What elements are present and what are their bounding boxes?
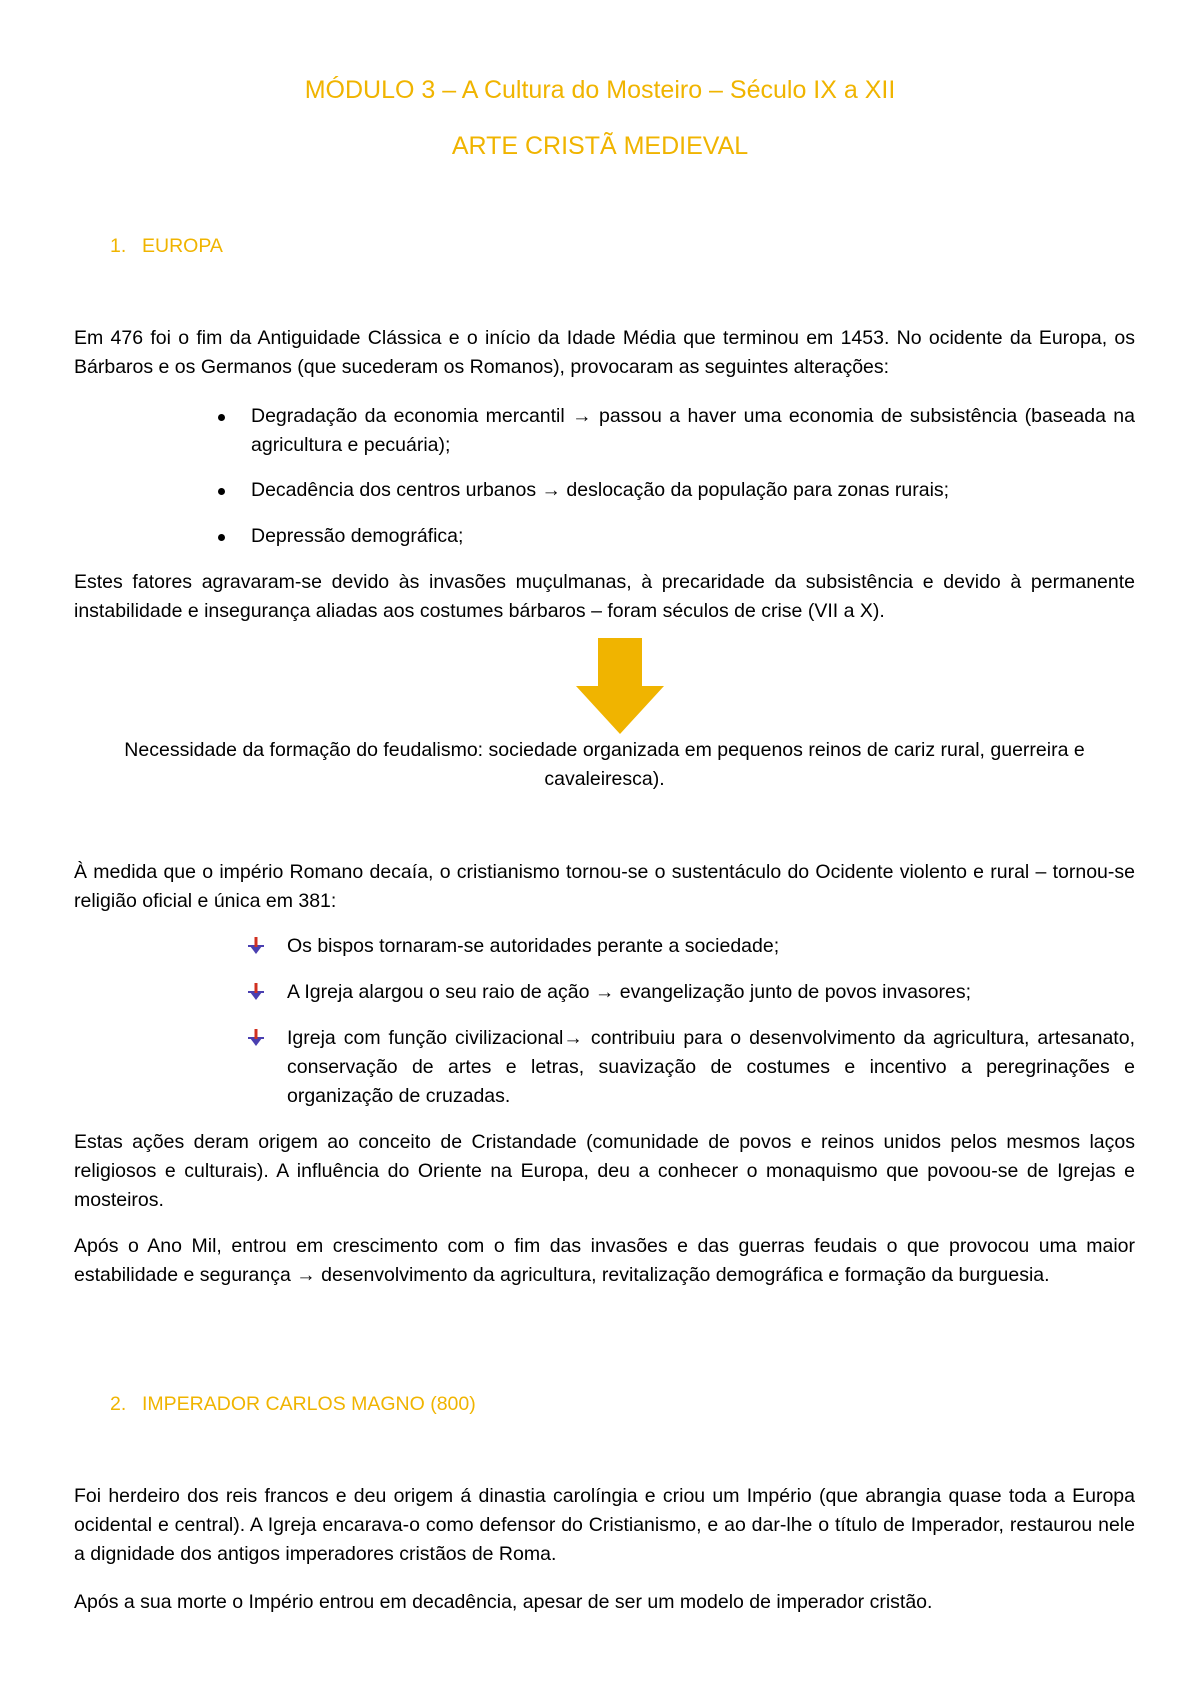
arrow-bullet-icon bbox=[246, 1028, 266, 1048]
section-1-paragraph-3: À medida que o império Romano decaía, o cristianismo tornou-se o sustentáculo do Ocidente violento e rural – tornou-se religião oficial e única em 381: bbox=[74, 861, 1135, 912]
list-item: Igreja com função civilizacional→ contribuiu para o desenvolvimento da agricultura, artesanato, conservação de artes e letras, suavização de costumes e incentivo a peregrinações e organização de cruzadas. bbox=[287, 1027, 1135, 1107]
section-2-paragraph-1: Foi herdeiro dos reis francos e deu origem á dinastia carolíngia e criou um Império (que abrangia quase toda a Europa ocidental e central). A Igreja encarava-o como defensor do Cristianismo, e ao dar-lhe o título de Imperador, restaurou nele a dignidade dos antigos imperadores cristãos de Roma. bbox=[74, 1485, 1135, 1565]
list-item: Depressão demográfica; bbox=[251, 525, 464, 547]
bullet-dot-icon bbox=[218, 488, 225, 495]
arrow-bullet-icon bbox=[246, 982, 266, 1002]
section-1-intro: Em 476 foi o fim da Antiguidade Clássica e o início da Idade Média que terminou em 1453. No ocidente da Europa, os Bárbaros e os Germanos (que sucederam os Romanos), provocaram as seguintes alterações: bbox=[74, 327, 1135, 378]
list-item: Os bispos tornaram-se autoridades perante a sociedade; bbox=[287, 935, 780, 957]
section-1-paragraph-5: Após o Ano Mil, entrou em crescimento com o fim das invasões e das guerras feudais o que provocou uma maior estabilidade e segurança → desenvolvimento da agricultura, revitalização demográfica e formação da burguesia. bbox=[74, 1235, 1135, 1286]
list-item: Decadência dos centros urbanos → deslocação da população para zonas rurais; bbox=[251, 479, 950, 501]
section-1-paragraph-4: Estas ações deram origem ao conceito de Cristandade (comunidade de povos e reinos unidos pelos mesmos laços religiosos e culturais). A influência do Oriente na Europa, deu a conhecer o monaquismo que povoou-se de Igrejas e mosteiros. bbox=[74, 1131, 1135, 1211]
section-1-title: EUROPA bbox=[142, 235, 223, 257]
arrow-bullet-icon bbox=[246, 936, 266, 956]
section-2-heading bbox=[110, 1390, 476, 1419]
section-1-number: 1. bbox=[110, 235, 127, 257]
feudalism-conclusion: Necessidade da formação do feudalismo: sociedade organizada em pequenos reinos de cariz rural, guerreira e cavaleiresca). bbox=[124, 739, 1085, 790]
document-subtitle: ARTE CRISTÃ MEDIEVAL bbox=[451, 132, 749, 160]
list-item: A Igreja alargou o seu raio de ação → evangelização junto de povos invasores; bbox=[287, 981, 972, 1003]
section-1-heading bbox=[110, 232, 223, 261]
down-arrow-icon bbox=[576, 638, 664, 734]
list-item: Degradação da economia mercantil → passou a haver uma economia de subsistência (baseada na agricultura e pecuária); bbox=[251, 405, 1135, 456]
section-2-paragraph-2: Após a sua morte o Império entrou em decadência, apesar de ser um modelo de imperador cristão. bbox=[74, 1591, 933, 1613]
document-title: MÓDULO 3 – A Cultura do Mosteiro – Século IX a XII bbox=[304, 76, 896, 104]
section-2-title: IMPERADOR CARLOS MAGNO (800) bbox=[142, 1393, 476, 1415]
section-2-number: 2. bbox=[110, 1393, 127, 1415]
bullet-dot-icon bbox=[218, 534, 225, 541]
section-1-paragraph-2: Estes fatores agravaram-se devido às invasões muçulmanas, à precaridade da subsistência e devido à permanente instabilidade e insegurança aliadas aos costumes bárbaros – foram séculos de crise (VII a X). bbox=[74, 571, 1135, 622]
bullet-dot-icon bbox=[218, 414, 225, 421]
